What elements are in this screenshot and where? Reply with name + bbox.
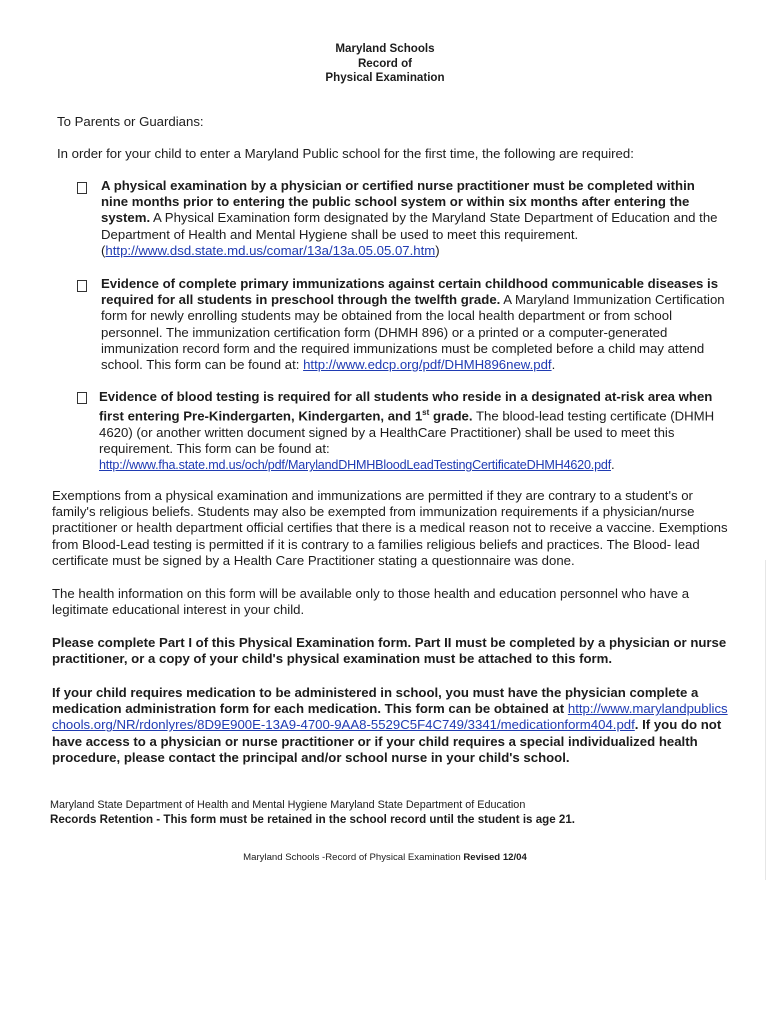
link-suffix: ) — [435, 242, 440, 258]
intro-paragraph: In order for your child to enter a Maryland Public school for the first time, the following are required: — [57, 146, 634, 161]
requirement-bold: Evidence of complete primary immunizations against certain childhood communicable diseases is required for all students in preschool through the twelfth grade. — [101, 276, 719, 308]
footer-revision: Revised 12/04 — [463, 852, 527, 863]
requirement-text: A Maryland Immunization Certification form for newly enrolling students may be obtained from the local health department or from school personnel. The immunization certification form (DHMH 896) or a printed or a computer-generated immunization record form and the required immunizations must be completed before a child may attend school. This form can be found at: — [101, 292, 725, 373]
exemptions-paragraph: Exemptions from a physical examination and immunizations are permitted if they are contrary to a student's or family's religious beliefs. Students may also be exempted from immunization requirements if a physician/nurse practitioner or health department official certifies that there is a medical reason not to receive a vaccine. Exemptions from Blood-Lead testing is permitted if it is contrary to a families religious beliefs and practices. The Blood- lead certificate must be signed by a Health Care Practitioner stating a questionnaire was done. — [52, 488, 728, 568]
checkbox-icon — [77, 182, 87, 194]
requirement-blood-testing — [99, 389, 715, 473]
title-line-1: Maryland Schools — [335, 42, 435, 55]
ordinal-suffix: st — [422, 408, 430, 418]
requirement-text: A Physical Examination form designated by the Maryland State Department of Education and the Department of Health and Mental Hygiene shall be used to meet this requirement. — [101, 210, 718, 242]
requirement-bold-end: grade. — [429, 408, 473, 424]
privacy-paragraph: The health information on this form will be available only to those health and education personnel who have a legitimate educational interest in your child. — [52, 586, 690, 618]
medication-text-start: If your child requires medication to be administered in school, you must have the physician complete a medication administration form for each medication. This form can be obtained at — [52, 685, 699, 717]
title-line-3: Physical Examination — [325, 71, 445, 84]
medication-text-end: . If you do not have access to a physician or nurse practitioner or if your child requires a special individualized health procedure, please contact the principal and/or school nurse in your child's school. — [52, 717, 722, 765]
link-prefix: ( — [101, 242, 106, 258]
departments-line: Maryland State Department of Health and Mental Hygiene Maryland State Department of Education — [50, 799, 526, 811]
document-title — [0, 42, 770, 86]
link-suffix: . — [611, 457, 615, 473]
immunization-form-link[interactable]: http://www.edcp.org/pdf/DHMH896new.pdf — [303, 357, 552, 373]
requirement-physical-exam — [101, 178, 723, 259]
requirement-bold: Evidence of blood testing is required for all students who reside in a designated at-risk area when first entering Pre-Kindergarten, Kindergarten, and 1 — [99, 389, 713, 424]
comar-link[interactable]: http://www.dsd.state.md.us/comar/13a/13a.05.05.07.htm — [105, 242, 436, 258]
link-suffix: . — [551, 357, 556, 373]
scan-edge-line — [765, 560, 766, 880]
footer-text: Maryland Schools -Record of Physical Examination — [243, 852, 464, 863]
requirement-bold: A physical examination by a physician or certified nurse practitioner must be completed within nine months prior to entering the public school system or within six months after entering the system. — [101, 178, 695, 226]
requirement-immunizations — [101, 276, 725, 373]
requirement-text: The blood-lead testing certificate (DHMH 4620) (or another written document signed by a HealthCare Practitioner) shall be used to meet this requirement. This form can be found at: — [99, 408, 715, 456]
title-line-2: Record of — [357, 56, 413, 70]
salutation: To Parents or Guardians: — [57, 114, 204, 129]
blood-lead-certificate-link[interactable]: http://www.fha.state.md.us/och/pdf/MarylandDHMHBloodLeadTestingCertificateDHMH4620.pdf — [99, 458, 611, 473]
checkbox-icon — [77, 392, 87, 404]
medication-paragraph — [52, 685, 732, 766]
checkbox-icon — [77, 280, 87, 292]
medication-form-link[interactable]: http://www.marylandpublicschools.org/NR/rdonlyres/8D9E900E-13A9-4700-9AA8-5529C5F4C749/3341/medicationform404.pdf — [52, 701, 728, 733]
page-footer — [0, 852, 770, 863]
instructions-paragraph: Please complete Part I of this Physical Examination form. Part II must be completed by a physician or nurse practitioner, or a copy of your child's physical examination must be attached to this form. — [52, 635, 727, 667]
records-retention-notice: Records Retention - This form must be retained in the school record until the student is age 21. — [50, 813, 576, 826]
